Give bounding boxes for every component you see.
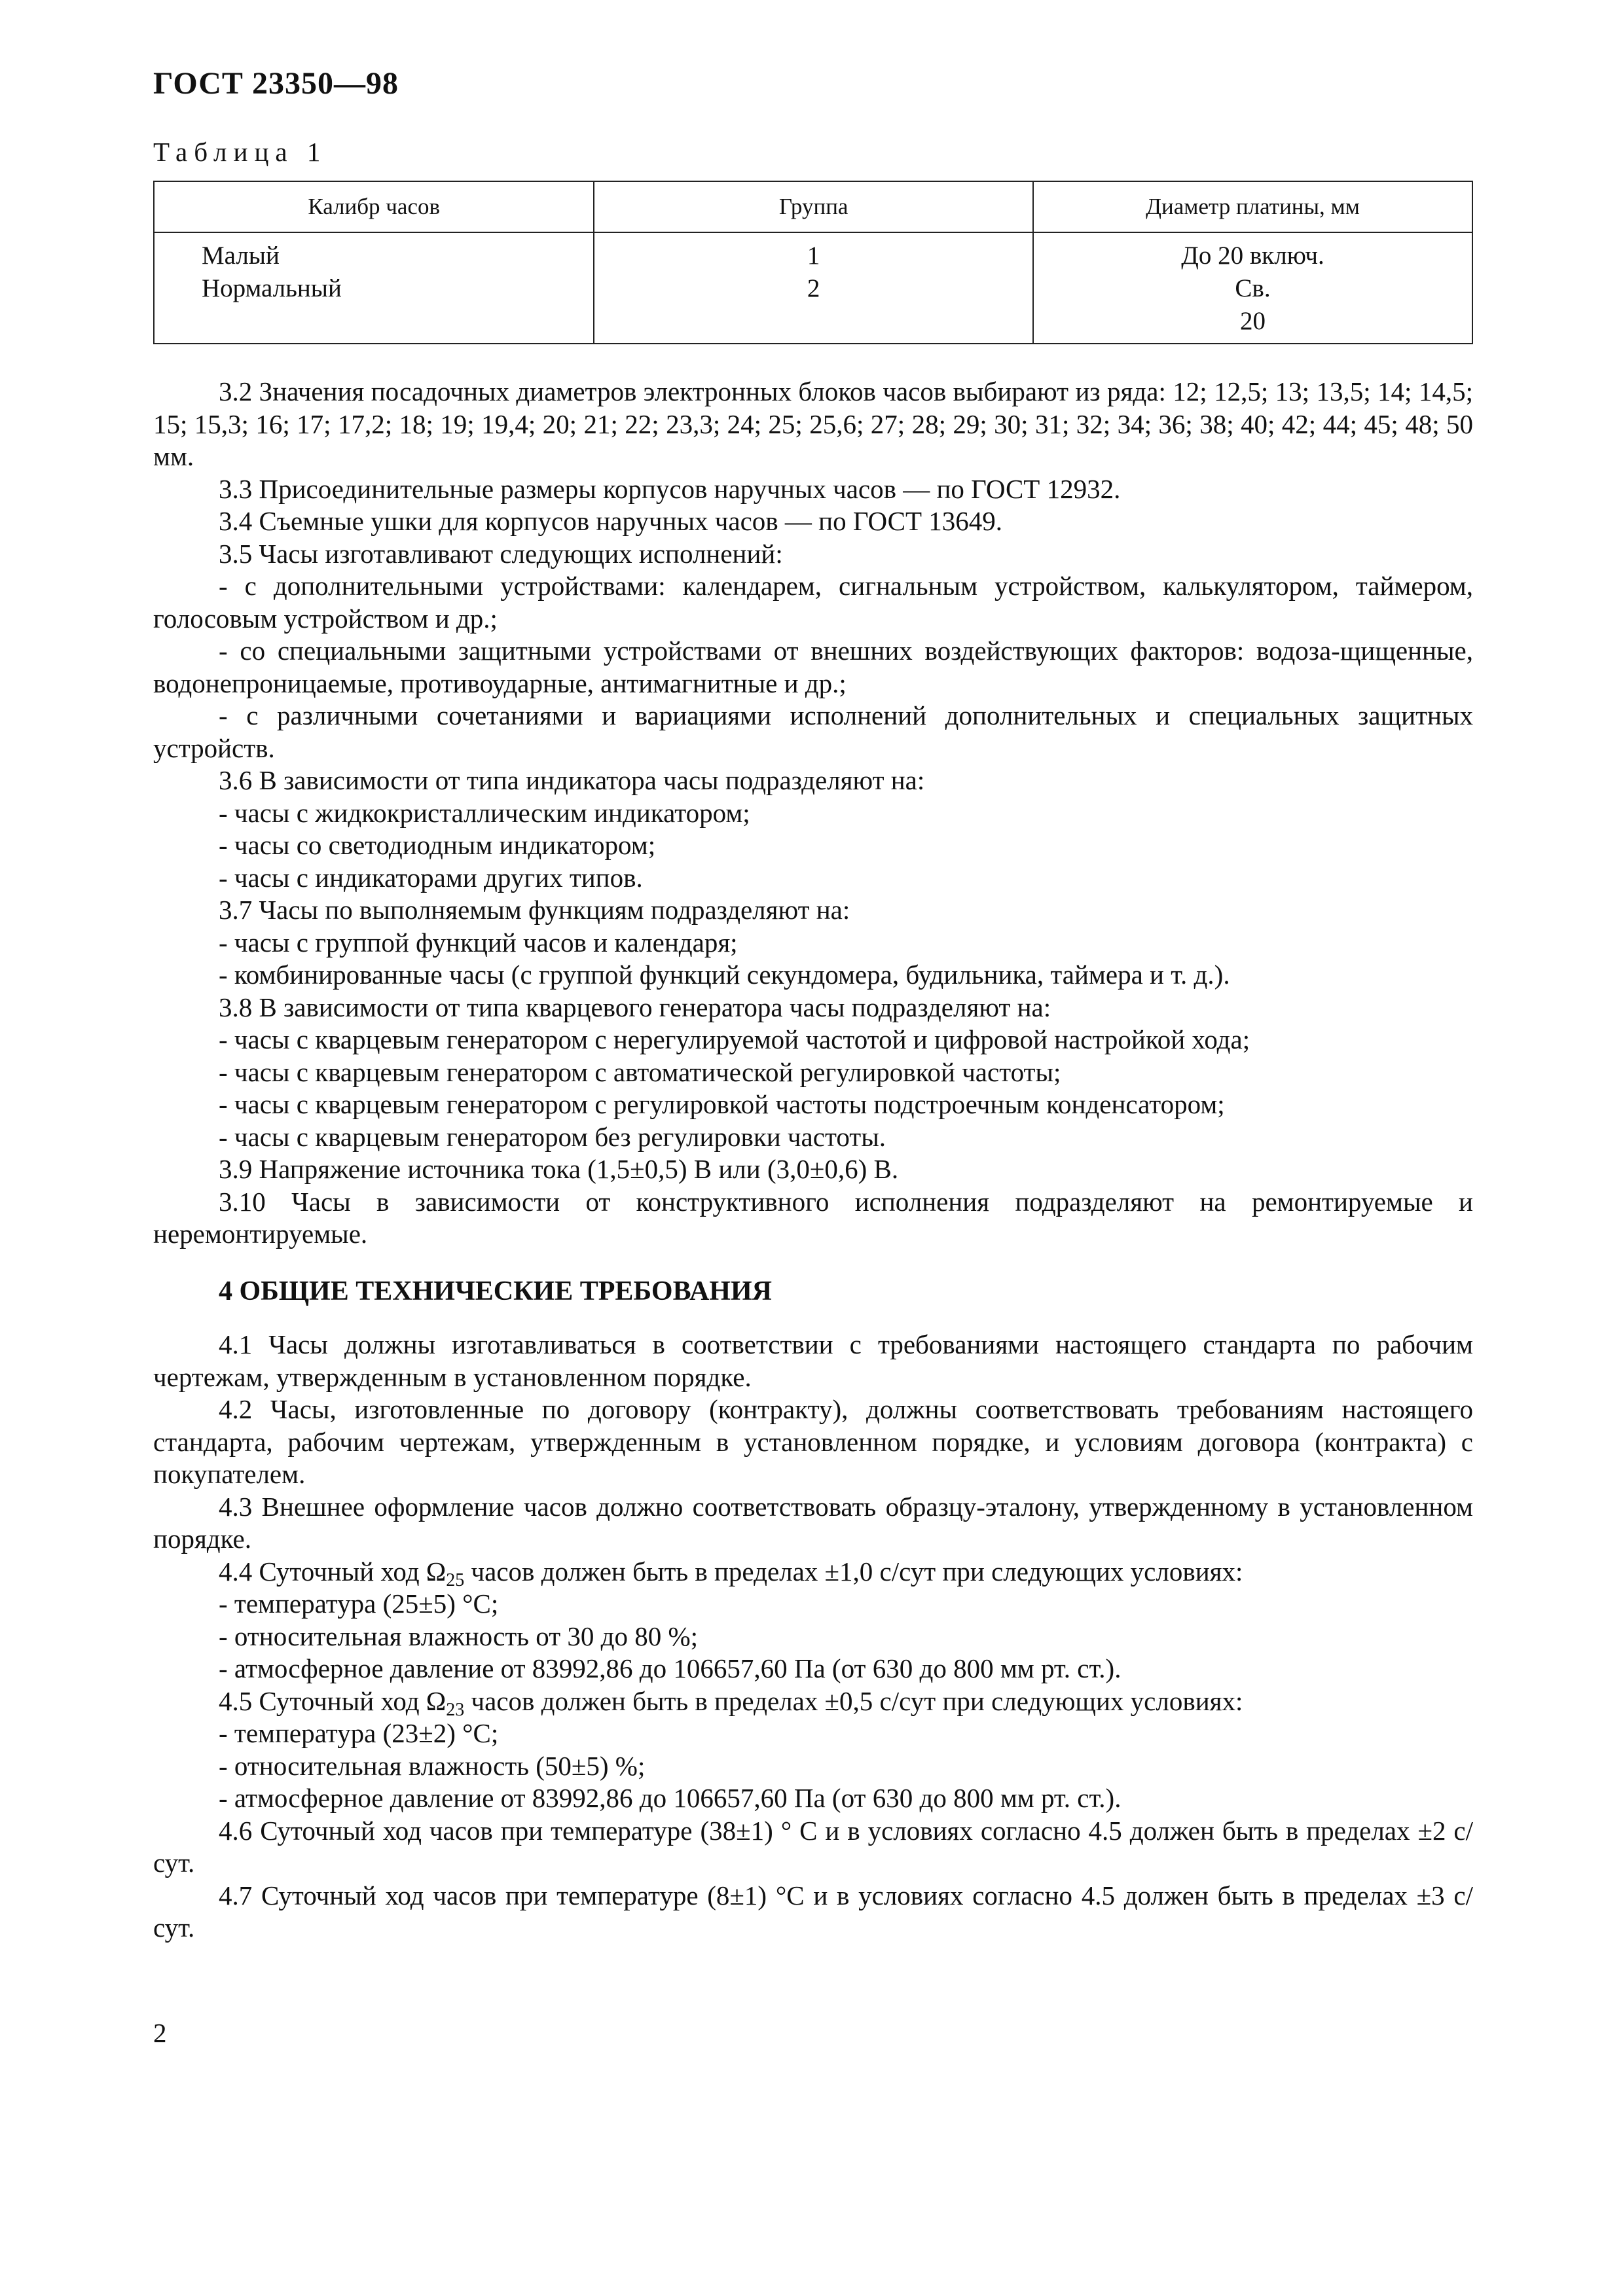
clause-text: часов должен быть в пределах ±0,5 с/сут при следующих условиях:	[464, 1685, 1243, 1716]
clause-4-7: 4.7 Суточный ход часов при температуре (8±1) °С и в условиях согласно 4.5 должен быть в пределах ±3 с/сут.	[153, 1880, 1473, 1943]
list-item: - со специальными защитными устройствами от внешних воздействующих факторов: водоза-щищенные, водонепроницаемые, противоударные, антимагнитные и др.;	[153, 636, 1473, 698]
omega-subscript: 25	[446, 1570, 465, 1590]
list-item: - комбинированные часы (с группой функций секундомера, будильника, таймера и т. д.).	[219, 960, 1230, 990]
cell-value: Св.	[1235, 274, 1271, 302]
clause-4-4	[153, 1556, 1473, 1588]
cell-value: Малый	[202, 242, 280, 270]
list-item: - атмосферное давление от 83992,86 до 106657,60 Па (от 630 до 800 мм рт. ст.).	[219, 1783, 1122, 1813]
clause-4-1: 4.1 Часы должны изготавливаться в соответствии с требованиями настоящего стандарта по рабочим чертежам, утвержденным в установленном порядке.	[153, 1329, 1473, 1392]
clause-text: 4.5 Суточный ход Ω	[219, 1685, 447, 1716]
column-header-group: Группа	[594, 181, 1033, 232]
cell-value: Нормальный	[202, 274, 342, 302]
list-item: - часы с кварцевым генератором с нерегулируемой частотой и цифровой настройкой хода;	[219, 1024, 1250, 1054]
table-cell-calibre	[154, 232, 594, 344]
calibre-table	[153, 181, 1473, 344]
list-item: - температура (25±5) °С;	[219, 1588, 499, 1619]
list-item: - часы с жидкокристаллическим индикатором;	[219, 797, 750, 828]
section-4-heading: 4 ОБЩИЕ ТЕХНИЧЕСКИЕ ТРЕБОВАНИЯ	[219, 1276, 772, 1306]
clause-3-4: 3.4 Съемные ушки для корпусов наручных часов — по ГОСТ 13649.	[219, 506, 1003, 536]
clause-4-3: 4.3 Внешнее оформление часов должно соответствовать образцу-эталону, утвержденному в установленном порядке.	[153, 1491, 1473, 1554]
clause-4-6: 4.6 Суточный ход часов при температуре (38±1) ° С и в условиях согласно 4.5 должен быть в пределах ±2 с/сут.	[153, 1815, 1473, 1878]
clause-3-7: 3.7 Часы по выполняемым функциям подразделяют на:	[219, 895, 850, 925]
cell-value: 2	[807, 274, 820, 302]
clause-4-5	[153, 1685, 1473, 1718]
column-header-calibre: Калибр часов	[154, 181, 594, 232]
clause-3-9: 3.9 Напряжение источника тока (1,5±0,5) В или (3,0±0,6) В.	[219, 1154, 899, 1184]
clause-3-2: 3.2 Значения посадочных диаметров электронных блоков часов выбирают из ряда: 12; 12,5; 13; 13,5; 14; 14,5; 15; 15,3; 16; 17; 17,2; 18; 19; 19,4; 20; 21; 22; 23,3; 24; 25; 25,6; 27; 28; 29; 30; 31; 32; 34; 36; 38; 40; 42; 44; 45; 48; 50 мм.	[153, 376, 1473, 471]
clause-3-6: 3.6 В зависимости от типа индикатора часы подразделяют на:	[219, 765, 925, 795]
column-header-diameter: Диаметр платины, мм	[1033, 181, 1472, 232]
clause-3-8: 3.8 В зависимости от типа кварцевого генератора часы подразделяют на:	[219, 992, 1051, 1022]
page-number: 2	[153, 2018, 167, 2048]
table-cell-diameter	[1033, 232, 1472, 344]
list-item: - часы с группой функций часов и календаря;	[219, 927, 738, 958]
table-cell-group	[594, 232, 1033, 344]
cell-value: До 20 включ.	[1181, 242, 1324, 270]
table-header-row	[154, 181, 1472, 232]
list-item: - с дополнительными устройствами: календарем, сигнальным устройством, калькулятором, таймером, голосовым устройством и др.;	[153, 571, 1473, 634]
clause-4-2: 4.2 Часы, изготовленные по договору (контракту), должны соответствовать требованиям настоящего стандарта, рабочим чертежам, утвержденным в установленном порядке, и условиям договора (контракта) с покупателем.	[153, 1394, 1473, 1489]
table-row	[154, 232, 1472, 344]
document-code-header: ГОСТ 23350—98	[153, 66, 399, 101]
list-item: - часы с кварцевым генератором с автоматической регулировкой частоты;	[219, 1056, 1061, 1087]
list-item: - с различными сочетаниями и вариациями исполнений дополнительных и специальных защитных устройств.	[153, 700, 1473, 763]
list-item: - часы с кварцевым генератором без регулировки частоты.	[219, 1121, 886, 1152]
clause-text: 4.4 Суточный ход Ω	[219, 1556, 447, 1587]
clause-text: часов должен быть в пределах ±1,0 с/сут при следующих условиях:	[464, 1556, 1243, 1587]
list-item: - часы со светодиодным индикатором;	[219, 830, 656, 860]
clause-3-5: 3.5 Часы изготавливают следующих исполнений:	[219, 538, 783, 569]
list-item: - часы с кварцевым генератором с регулировкой частоты подстроечным конденсатором;	[219, 1089, 1225, 1119]
table-caption: Таблица 1	[153, 137, 327, 167]
cell-value: 1	[807, 242, 820, 270]
list-item: - относительная влажность (50±5) %;	[219, 1750, 646, 1781]
list-item: - относительная влажность от 30 до 80 %;	[219, 1621, 699, 1651]
clause-3-10: 3.10 Часы в зависимости от конструктивного исполнения подразделяют на ремонтируемые и неремонтируемые.	[153, 1186, 1473, 1249]
cell-value: 20	[1240, 307, 1266, 335]
list-item: - температура (23±2) °С;	[219, 1718, 499, 1748]
document-body	[153, 376, 1473, 1945]
clause-3-3: 3.3 Присоединительные размеры корпусов наручных часов — по ГОСТ 12932.	[219, 473, 1121, 504]
omega-subscript: 23	[446, 1699, 465, 1720]
list-item: - атмосферное давление от 83992,86 до 106657,60 Па (от 630 до 800 мм рт. ст.).	[219, 1653, 1122, 1683]
list-item: - часы с индикаторами других типов.	[219, 862, 643, 893]
